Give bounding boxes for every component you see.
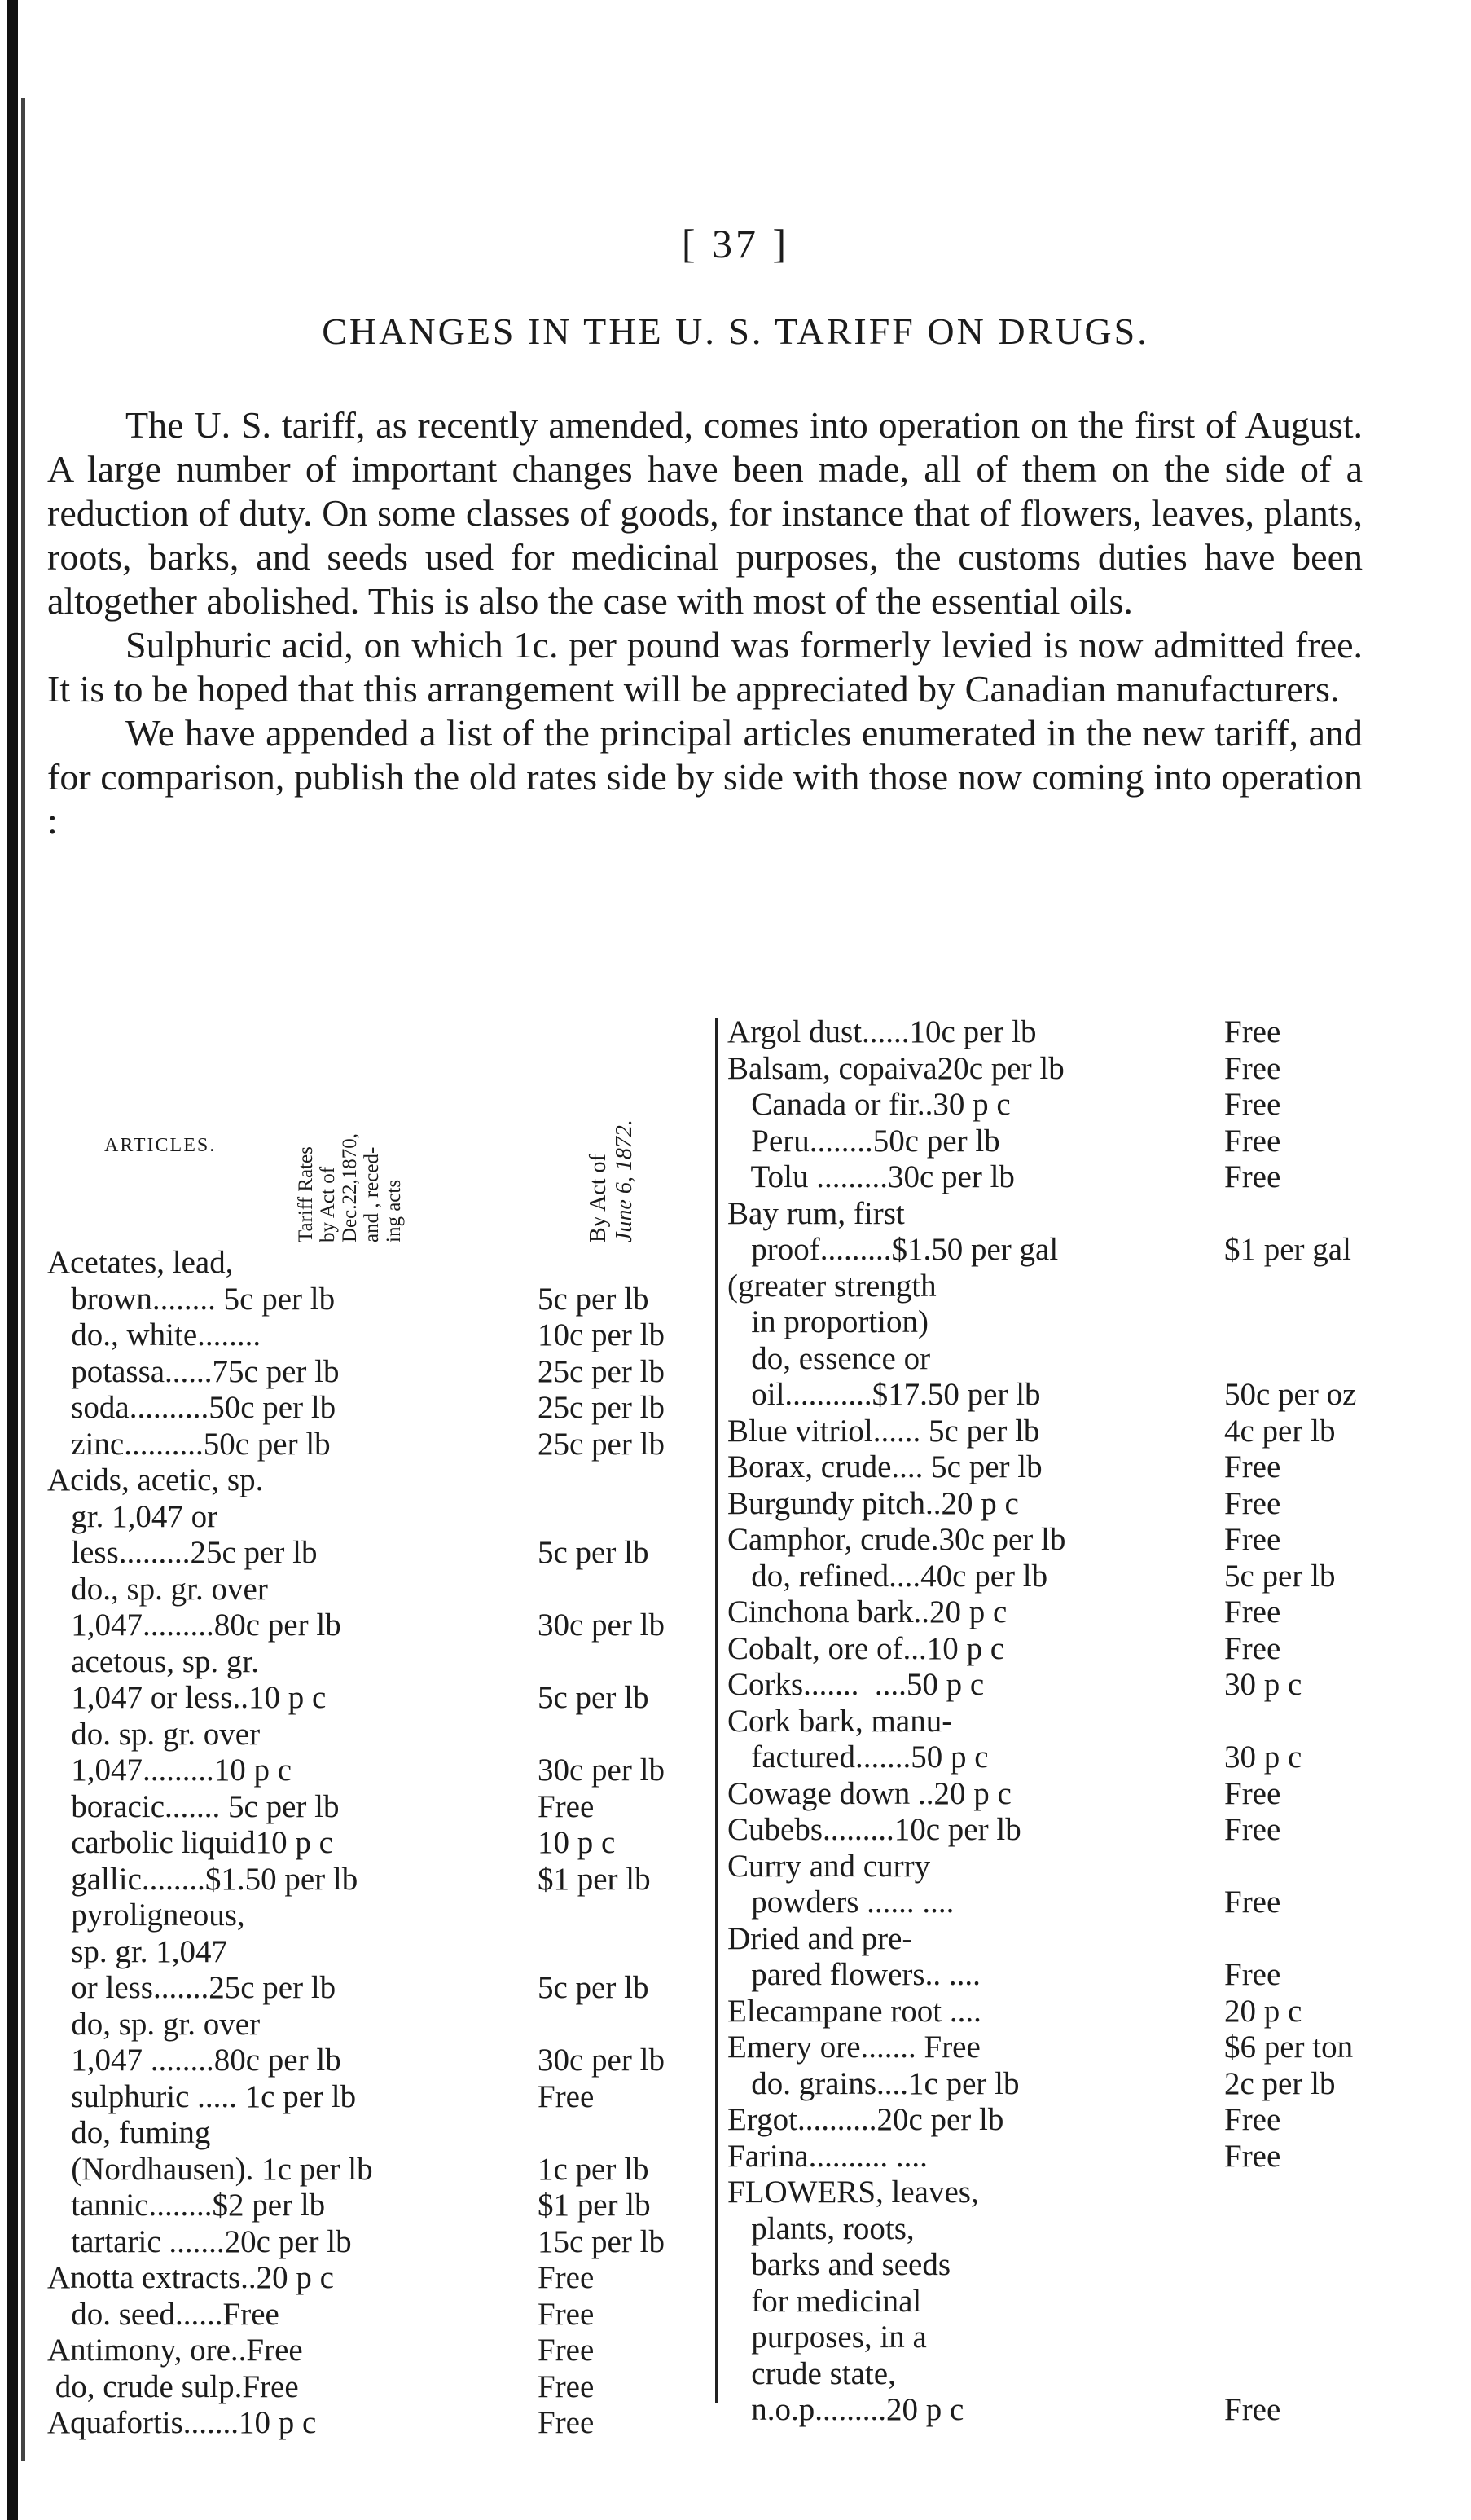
new-rate: Free bbox=[1224, 1775, 1281, 1811]
table-row bbox=[727, 1704, 1460, 1740]
new-rate: Free bbox=[1224, 1885, 1281, 1920]
table-row bbox=[727, 2392, 1460, 2429]
new-rate: 30c per lb bbox=[538, 2043, 665, 2078]
table-row bbox=[727, 1377, 1460, 1414]
table-row bbox=[47, 2007, 715, 2043]
new-rate: Free bbox=[538, 2078, 595, 2114]
article-and-old-rate: do., sp. gr. over bbox=[47, 1571, 268, 1607]
new-rate: 25c per lb bbox=[538, 1426, 665, 1462]
table-row bbox=[727, 1304, 1460, 1341]
table-row bbox=[47, 1462, 715, 1499]
new-rate: Free bbox=[1224, 1449, 1281, 1484]
header-old-line: and , reced- bbox=[361, 1146, 383, 1242]
article-and-old-rate: less.........25c per lb bbox=[47, 1535, 318, 1570]
new-rate: Free bbox=[1224, 1123, 1281, 1159]
article-and-old-rate: Tolu .........30c per lb bbox=[727, 1159, 1015, 1194]
table-row bbox=[727, 1014, 1460, 1051]
article-and-old-rate: Elecampane root .... bbox=[727, 1993, 981, 2029]
table-row bbox=[727, 1486, 1460, 1523]
table-row bbox=[47, 1644, 715, 1681]
new-rate: 4c per lb bbox=[1224, 1413, 1336, 1449]
article-and-old-rate: pyroligneous, bbox=[47, 1898, 245, 1933]
table-row bbox=[727, 1196, 1460, 1233]
header-articles: ARTICLES. bbox=[104, 1135, 217, 1156]
table-row bbox=[727, 1885, 1460, 1921]
article-and-old-rate: do. sp. gr. over bbox=[47, 1716, 261, 1752]
article-and-old-rate: factured.......50 p c bbox=[727, 1739, 989, 1775]
article-and-old-rate: Blue vitriol...... 5c per lb bbox=[727, 1413, 1040, 1449]
article-and-old-rate: Farina.......... .... bbox=[727, 2138, 928, 2174]
new-rate: Free bbox=[1224, 1522, 1281, 1557]
table-row bbox=[47, 1789, 715, 1826]
new-rate: Free bbox=[1224, 2102, 1281, 2137]
new-rate: Free bbox=[538, 1788, 595, 1824]
new-rate: Free bbox=[538, 2405, 595, 2440]
article-and-old-rate: Camphor, crude.30c per lb bbox=[727, 1522, 1066, 1557]
table-row bbox=[727, 1522, 1460, 1559]
table-row bbox=[47, 1607, 715, 1644]
table-row bbox=[47, 1717, 715, 1753]
article-and-old-rate: Balsam, copaiva20c per lb bbox=[727, 1050, 1065, 1086]
new-rate: Free bbox=[538, 2260, 595, 2295]
article-and-old-rate: crude state, bbox=[727, 2355, 896, 2391]
article-and-old-rate: carbolic liquid10 p c bbox=[47, 1825, 333, 1860]
article-and-old-rate: or less.......25c per lb bbox=[47, 1970, 336, 2005]
article-and-old-rate: brown........ 5c per lb bbox=[47, 1281, 336, 1317]
table-row bbox=[47, 2369, 715, 2406]
article-and-old-rate: oil...........$17.50 per lb bbox=[727, 1377, 1041, 1412]
new-rate: 10 p c bbox=[538, 1825, 616, 1860]
table-row bbox=[47, 1934, 715, 1971]
table-row bbox=[727, 1739, 1460, 1776]
table-row bbox=[47, 1753, 715, 1789]
table-row bbox=[47, 2188, 715, 2224]
article-and-old-rate: barks and seeds bbox=[727, 2247, 951, 2282]
table-row bbox=[47, 2115, 715, 2152]
table-row bbox=[727, 1812, 1460, 1849]
header-old-line: ing acts bbox=[383, 1179, 405, 1242]
table-row bbox=[727, 1994, 1460, 2030]
table-row bbox=[47, 1535, 715, 1572]
article-and-old-rate: do. seed......Free bbox=[47, 2296, 279, 2332]
table-row bbox=[727, 1232, 1460, 1269]
new-rate: Free bbox=[1224, 2392, 1281, 2427]
article-and-old-rate: do., white........ bbox=[47, 1317, 261, 1352]
table-row bbox=[47, 1354, 715, 1391]
article-and-old-rate: do, fuming bbox=[47, 2115, 211, 2150]
paragraph: The U. S. tariff, as recently amended, comes into operation on the first of August. A large number of important changes have been made, all of them on the side of a reduction of duty. On some classes of goods, for instance that of flowers, leaves, plants, roots, barks, and seeds used for medicinal purposes, the customs duties have been altogether abolished. This is also the case with most of the essential oils. bbox=[47, 404, 1363, 622]
table-row bbox=[47, 1862, 715, 1898]
header-new-rates bbox=[586, 1035, 668, 1247]
table-row bbox=[47, 1499, 715, 1536]
table-row bbox=[727, 1051, 1460, 1088]
article-and-old-rate: tannic........$2 per lb bbox=[47, 2188, 326, 2223]
table-row bbox=[47, 1680, 715, 1717]
new-rate: Free bbox=[1224, 1812, 1281, 1847]
article-and-old-rate: Canada or fir..30 p c bbox=[727, 1087, 1011, 1122]
table-row bbox=[727, 1776, 1460, 1813]
article-and-old-rate: zinc..........50c per lb bbox=[47, 1426, 331, 1462]
article-and-old-rate: Aquafortis.......10 p c bbox=[47, 2405, 317, 2440]
page-binding-edge bbox=[7, 0, 18, 2520]
page-title: CHANGES IN THE U. S. TARIFF ON DRUGS. bbox=[322, 310, 1149, 352]
article-and-old-rate: Corks....... ....50 p c bbox=[727, 1667, 985, 1702]
article-and-old-rate: Cinchona bark..20 p c bbox=[727, 1594, 1008, 1629]
table-row bbox=[47, 1390, 715, 1427]
new-rate: 5c per lb bbox=[538, 1970, 649, 2005]
article-and-old-rate: powders ...... .... bbox=[727, 1885, 955, 1920]
article-and-old-rate: Peru........50c per lb bbox=[727, 1123, 1000, 1159]
article-and-old-rate: do, crude sulp.Free bbox=[47, 2368, 299, 2404]
column-divider bbox=[715, 1018, 718, 2403]
paragraph: Sulphuric acid, on which 1c. per pound was formerly levied is now admitted free. It is to be hoped that this arrangement will be appreciated by Canadian manufacturers. bbox=[47, 624, 1363, 710]
paragraph: We have appended a list of the principal articles enumerated in the new tariff, and for comparison, publish the old rates side by side with those now coming into operation : bbox=[47, 712, 1363, 842]
table-row bbox=[727, 1159, 1460, 1196]
table-row bbox=[727, 1849, 1460, 1885]
article-and-old-rate: proof.........$1.50 per gal bbox=[727, 1232, 1059, 1267]
table-row bbox=[47, 1898, 715, 1934]
tariff-table-left bbox=[47, 1245, 715, 2442]
header-old-line: Tariff Rates bbox=[295, 1146, 317, 1242]
tariff-table-right bbox=[727, 1014, 1460, 2429]
new-rate: Free bbox=[538, 2296, 595, 2332]
new-rate: $6 per ton bbox=[1224, 2030, 1354, 2065]
page-number: [ 37 ] bbox=[681, 221, 790, 266]
article-and-old-rate: gallic........$1.50 per lb bbox=[47, 1861, 358, 1897]
table-row bbox=[47, 2224, 715, 2261]
table-row bbox=[727, 1559, 1460, 1595]
table-row bbox=[727, 1414, 1460, 1450]
article-and-old-rate: 1,047.........80c per lb bbox=[47, 1607, 341, 1643]
new-rate: 1c per lb bbox=[538, 2151, 649, 2187]
article-and-old-rate: gr. 1,047 or bbox=[47, 1498, 218, 1534]
new-rate: 5c per lb bbox=[538, 1535, 649, 1570]
article-and-old-rate: do, essence or bbox=[727, 1340, 931, 1376]
new-rate: $1 per lb bbox=[538, 1861, 651, 1897]
new-rate: 30 p c bbox=[1224, 1667, 1302, 1702]
new-rate: 10c per lb bbox=[538, 1317, 665, 1352]
new-rate: Free bbox=[1224, 1159, 1281, 1194]
table-row bbox=[47, 2043, 715, 2079]
article-and-old-rate: Cubebs.........10c per lb bbox=[727, 1812, 1021, 1847]
article-and-old-rate: sp. gr. 1,047 bbox=[47, 1933, 228, 1969]
table-row bbox=[727, 2284, 1460, 2320]
article-and-old-rate: 1,047.........10 p c bbox=[47, 1753, 292, 1788]
table-row bbox=[47, 2297, 715, 2333]
new-rate: 15c per lb bbox=[538, 2223, 665, 2259]
table-row bbox=[47, 2333, 715, 2369]
table-row bbox=[47, 1825, 715, 1862]
table-row bbox=[47, 1317, 715, 1354]
article-and-old-rate: 1,047 or less..10 p c bbox=[47, 1680, 327, 1715]
table-row bbox=[727, 1631, 1460, 1668]
article-and-old-rate: boracic....... 5c per lb bbox=[47, 1788, 340, 1824]
table-row bbox=[727, 1341, 1460, 1378]
new-rate: Free bbox=[1224, 1087, 1281, 1122]
table-row bbox=[727, 1449, 1460, 1486]
article-and-old-rate: tartaric .......20c per lb bbox=[47, 2223, 352, 2259]
table-row bbox=[47, 1427, 715, 1463]
table-row bbox=[727, 1124, 1460, 1160]
table-row bbox=[727, 2030, 1460, 2066]
table-row bbox=[47, 1282, 715, 1318]
table-row bbox=[727, 2247, 1460, 2284]
article-and-old-rate: Cobalt, ore of...10 p c bbox=[727, 1630, 1005, 1666]
article-and-old-rate: in proportion) bbox=[727, 1304, 929, 1339]
article-and-old-rate: sulphuric ..... 1c per lb bbox=[47, 2078, 357, 2114]
header-new-line: June 6, 1872. bbox=[612, 1119, 637, 1242]
article-and-old-rate: Cowage down ..20 p c bbox=[727, 1775, 1012, 1811]
table-row bbox=[727, 2066, 1460, 2103]
table-row bbox=[727, 1667, 1460, 1704]
page-binding-shadow bbox=[21, 98, 25, 2461]
new-rate: 5c per lb bbox=[538, 1680, 649, 1715]
header-old-rates bbox=[295, 1035, 458, 1247]
new-rate: 5c per lb bbox=[1224, 1558, 1336, 1594]
article-and-old-rate: Argol dust......10c per lb bbox=[727, 1014, 1037, 1049]
table-row bbox=[47, 1245, 715, 1282]
new-rate: Free bbox=[1224, 1630, 1281, 1666]
new-rate: 30c per lb bbox=[538, 1607, 665, 1643]
table-row bbox=[727, 1921, 1460, 1958]
new-rate: Free bbox=[538, 2333, 595, 2368]
article-and-old-rate: do, refined....40c per lb bbox=[727, 1558, 1048, 1594]
article-and-old-rate: Bay rum, first bbox=[727, 1195, 905, 1231]
article-and-old-rate: Antimony, ore..Free bbox=[47, 2333, 303, 2368]
new-rate: 50c per oz bbox=[1224, 1377, 1357, 1412]
article-and-old-rate: Ergot..........20c per lb bbox=[727, 2102, 1004, 2137]
new-rate: Free bbox=[1224, 2138, 1281, 2174]
header-new-line: By Act of bbox=[586, 1154, 611, 1242]
table-row bbox=[47, 1970, 715, 2007]
article-and-old-rate: plants, roots, bbox=[727, 2210, 915, 2246]
table-row bbox=[727, 2211, 1460, 2248]
article-and-old-rate: (Nordhausen). 1c per lb bbox=[47, 2151, 373, 2187]
article-and-old-rate: do, sp. gr. over bbox=[47, 2006, 261, 2042]
article-and-old-rate: Curry and curry bbox=[727, 1848, 931, 1884]
header-old-line: Dec.22,1870, bbox=[339, 1133, 361, 1242]
new-rate: Free bbox=[538, 2368, 595, 2404]
table-row bbox=[47, 1572, 715, 1608]
article-and-old-rate: 1,047 ........80c per lb bbox=[47, 2043, 341, 2078]
new-rate: $1 per lb bbox=[538, 2188, 651, 2223]
new-rate: 20 p c bbox=[1224, 1993, 1302, 2029]
article-and-old-rate: FLOWERS, leaves, bbox=[727, 2175, 979, 2210]
table-row bbox=[47, 2260, 715, 2297]
table-row bbox=[727, 2320, 1460, 2356]
article-and-old-rate: purposes, in a bbox=[727, 2320, 927, 2355]
article-and-old-rate: Burgundy pitch..20 p c bbox=[727, 1485, 1019, 1521]
table-row bbox=[727, 1957, 1460, 1994]
article-and-old-rate: Emery ore....... Free bbox=[727, 2030, 981, 2065]
new-rate: Free bbox=[1224, 1485, 1281, 1521]
new-rate: Free bbox=[1224, 1957, 1281, 1992]
header-old-line: by Act of bbox=[317, 1166, 339, 1242]
table-row bbox=[727, 2356, 1460, 2393]
table-row bbox=[727, 2139, 1460, 2175]
new-rate: 30c per lb bbox=[538, 1753, 665, 1788]
table-row bbox=[727, 2102, 1460, 2139]
table-row bbox=[47, 2079, 715, 2116]
article-and-old-rate: soda..........50c per lb bbox=[47, 1390, 336, 1425]
article-and-old-rate: potassa......75c per lb bbox=[47, 1353, 340, 1389]
new-rate: $1 per gal bbox=[1224, 1232, 1351, 1267]
intro-text bbox=[47, 403, 1363, 843]
new-rate: 30 p c bbox=[1224, 1739, 1302, 1775]
table-row bbox=[727, 1087, 1460, 1124]
article-and-old-rate: acetous, sp. gr. bbox=[47, 1643, 259, 1679]
new-rate: Free bbox=[1224, 1050, 1281, 1086]
article-and-old-rate: do. grains....1c per lb bbox=[727, 2065, 1020, 2101]
table-row bbox=[727, 1269, 1460, 1305]
article-and-old-rate: n.o.p.........20 p c bbox=[727, 2392, 964, 2427]
table-row bbox=[47, 2152, 715, 2188]
new-rate: Free bbox=[1224, 1014, 1281, 1049]
new-rate: 25c per lb bbox=[538, 1390, 665, 1425]
article-and-old-rate: Cork bark, manu- bbox=[727, 1703, 953, 1739]
article-and-old-rate: Borax, crude.... 5c per lb bbox=[727, 1449, 1043, 1484]
article-and-old-rate: (greater strength bbox=[727, 1268, 937, 1304]
article-and-old-rate: Anotta extracts..20 p c bbox=[47, 2260, 334, 2295]
article-and-old-rate: Acetates, lead, bbox=[47, 1245, 234, 1280]
article-and-old-rate: Dried and pre- bbox=[727, 1920, 913, 1956]
article-and-old-rate: for medicinal bbox=[727, 2283, 922, 2319]
table-row bbox=[727, 2175, 1460, 2211]
new-rate: 2c per lb bbox=[1224, 2065, 1336, 2101]
article-and-old-rate: Acids, acetic, sp. bbox=[47, 1462, 264, 1497]
new-rate: 25c per lb bbox=[538, 1353, 665, 1389]
new-rate: 5c per lb bbox=[538, 1281, 649, 1317]
new-rate: Free bbox=[1224, 1594, 1281, 1629]
table-row bbox=[47, 2405, 715, 2442]
table-row bbox=[727, 1594, 1460, 1631]
article-and-old-rate: pared flowers.. .... bbox=[727, 1957, 981, 1992]
